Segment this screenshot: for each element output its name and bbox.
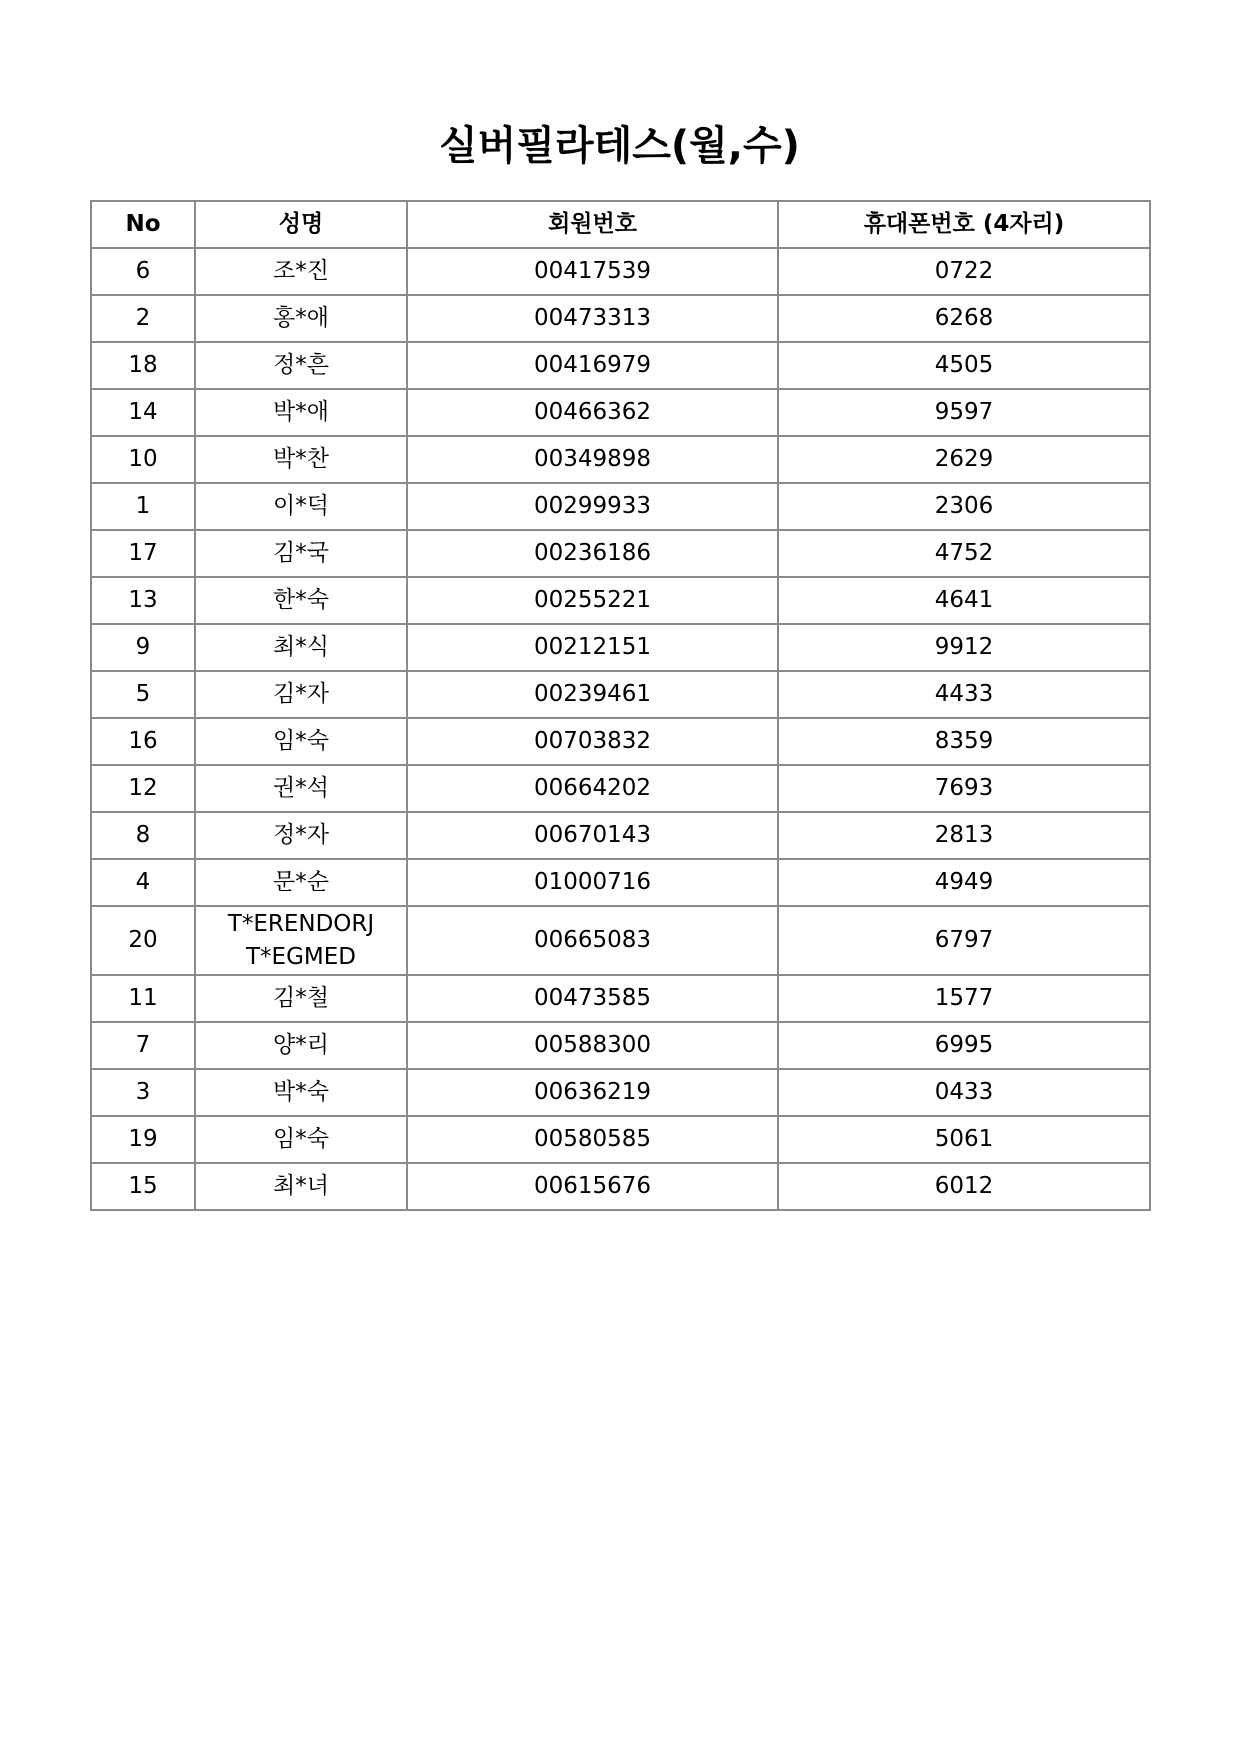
table-body	[91, 248, 1150, 1210]
cell-no: 17	[91, 530, 195, 577]
header-no: No	[91, 201, 195, 248]
table-row	[91, 295, 1150, 342]
cell-no: 8	[91, 812, 195, 859]
cell-phone: 6268	[778, 295, 1150, 342]
cell-phone: 0433	[778, 1069, 1150, 1116]
table-row	[91, 248, 1150, 295]
cell-member-no: 00417539	[407, 248, 778, 295]
cell-no: 4	[91, 859, 195, 906]
cell-name	[195, 483, 407, 530]
cell-name	[195, 812, 407, 859]
cell-no: 2	[91, 295, 195, 342]
cell-phone: 8359	[778, 718, 1150, 765]
cell-name	[195, 624, 407, 671]
name-line: 박*애	[273, 399, 329, 425]
cell-no: 19	[91, 1116, 195, 1163]
cell-member-no: 00239461	[407, 671, 778, 718]
table-row	[91, 342, 1150, 389]
cell-member-no: 00255221	[407, 577, 778, 624]
cell-member-no: 00664202	[407, 765, 778, 812]
table-row	[91, 975, 1150, 1022]
cell-member-no: 00670143	[407, 812, 778, 859]
cell-phone: 4949	[778, 859, 1150, 906]
cell-member-no: 00665083	[407, 906, 778, 975]
name-line: 김*철	[273, 985, 329, 1011]
table-row	[91, 577, 1150, 624]
name-line: 정*자	[273, 822, 329, 848]
name-line: 한*숙	[273, 587, 329, 613]
cell-name	[195, 577, 407, 624]
cell-name	[195, 436, 407, 483]
cell-member-no: 00416979	[407, 342, 778, 389]
table-row	[91, 812, 1150, 859]
cell-name	[195, 295, 407, 342]
cell-member-no: 00466362	[407, 389, 778, 436]
cell-phone: 6995	[778, 1022, 1150, 1069]
cell-phone: 2306	[778, 483, 1150, 530]
cell-phone: 4752	[778, 530, 1150, 577]
name-line: T*EGMED	[246, 943, 356, 970]
cell-phone: 4505	[778, 342, 1150, 389]
cell-member-no: 00580585	[407, 1116, 778, 1163]
table-row	[91, 1022, 1150, 1069]
cell-name	[195, 342, 407, 389]
cell-name	[195, 530, 407, 577]
cell-no: 10	[91, 436, 195, 483]
cell-member-no: 00299933	[407, 483, 778, 530]
table-row	[91, 530, 1150, 577]
cell-name	[195, 975, 407, 1022]
page-title: 실버필라테스(월,수)	[439, 123, 800, 169]
name-line: 김*국	[273, 540, 329, 566]
name-line: 이*덕	[273, 493, 329, 519]
cell-name	[195, 671, 407, 718]
cell-member-no: 00349898	[407, 436, 778, 483]
cell-phone: 4641	[778, 577, 1150, 624]
table-row	[91, 1163, 1150, 1210]
cell-member-no: 00588300	[407, 1022, 778, 1069]
cell-phone: 5061	[778, 1116, 1150, 1163]
cell-member-no: 01000716	[407, 859, 778, 906]
cell-no: 14	[91, 389, 195, 436]
name-line: 조*진	[273, 258, 329, 284]
name-line: 박*찬	[273, 446, 329, 472]
cell-no: 1	[91, 483, 195, 530]
header-phone: 휴대폰번호 (4자리)	[778, 201, 1150, 248]
member-table	[90, 200, 1151, 1211]
cell-no: 5	[91, 671, 195, 718]
name-line: 김*자	[273, 681, 329, 707]
cell-name	[195, 906, 407, 975]
cell-phone: 1577	[778, 975, 1150, 1022]
header-name: 성명	[195, 201, 407, 248]
header-member-no: 회원번호	[407, 201, 778, 248]
name-line: 박*숙	[273, 1079, 329, 1105]
cell-member-no: 00703832	[407, 718, 778, 765]
cell-member-no: 00473585	[407, 975, 778, 1022]
cell-no: 18	[91, 342, 195, 389]
table-row	[91, 483, 1150, 530]
table-row	[91, 1116, 1150, 1163]
cell-member-no: 00473313	[407, 295, 778, 342]
table-row	[91, 624, 1150, 671]
cell-member-no: 00636219	[407, 1069, 778, 1116]
name-line: 임*숙	[273, 1126, 329, 1152]
cell-name	[195, 248, 407, 295]
table-row	[91, 389, 1150, 436]
cell-name	[195, 389, 407, 436]
cell-no: 12	[91, 765, 195, 812]
cell-phone: 6797	[778, 906, 1150, 975]
cell-name	[195, 1116, 407, 1163]
cell-phone: 4433	[778, 671, 1150, 718]
cell-no: 20	[91, 906, 195, 975]
table-row	[91, 436, 1150, 483]
table-header-row	[91, 201, 1150, 248]
name-line: 임*숙	[273, 728, 329, 754]
name-line: 문*순	[273, 869, 329, 895]
cell-member-no: 00236186	[407, 530, 778, 577]
table-row	[91, 718, 1150, 765]
name-line: 최*식	[273, 634, 329, 660]
cell-phone: 9597	[778, 389, 1150, 436]
cell-phone: 0722	[778, 248, 1150, 295]
table-row	[91, 1069, 1150, 1116]
cell-name	[195, 718, 407, 765]
cell-phone: 2813	[778, 812, 1150, 859]
cell-no: 7	[91, 1022, 195, 1069]
name-line: 양*리	[273, 1032, 329, 1058]
cell-no: 13	[91, 577, 195, 624]
cell-name	[195, 1069, 407, 1116]
cell-member-no: 00212151	[407, 624, 778, 671]
cell-no: 11	[91, 975, 195, 1022]
table-row	[91, 671, 1150, 718]
cell-phone: 6012	[778, 1163, 1150, 1210]
cell-phone: 9912	[778, 624, 1150, 671]
cell-name	[195, 1163, 407, 1210]
name-line: T*ERENDORJ	[227, 910, 375, 937]
cell-no: 15	[91, 1163, 195, 1210]
cell-phone: 7693	[778, 765, 1150, 812]
name-line: 권*석	[273, 775, 329, 801]
cell-phone: 2629	[778, 436, 1150, 483]
name-line: 정*흔	[273, 352, 329, 378]
table-row	[91, 859, 1150, 906]
cell-name	[195, 765, 407, 812]
table-row	[91, 906, 1150, 975]
cell-name	[195, 859, 407, 906]
table-row	[91, 765, 1150, 812]
cell-no: 3	[91, 1069, 195, 1116]
name-line: 최*녀	[273, 1173, 329, 1199]
cell-name	[195, 1022, 407, 1069]
cell-no: 9	[91, 624, 195, 671]
name-line: 홍*애	[273, 305, 329, 331]
cell-no: 16	[91, 718, 195, 765]
cell-no: 6	[91, 248, 195, 295]
cell-member-no: 00615676	[407, 1163, 778, 1210]
